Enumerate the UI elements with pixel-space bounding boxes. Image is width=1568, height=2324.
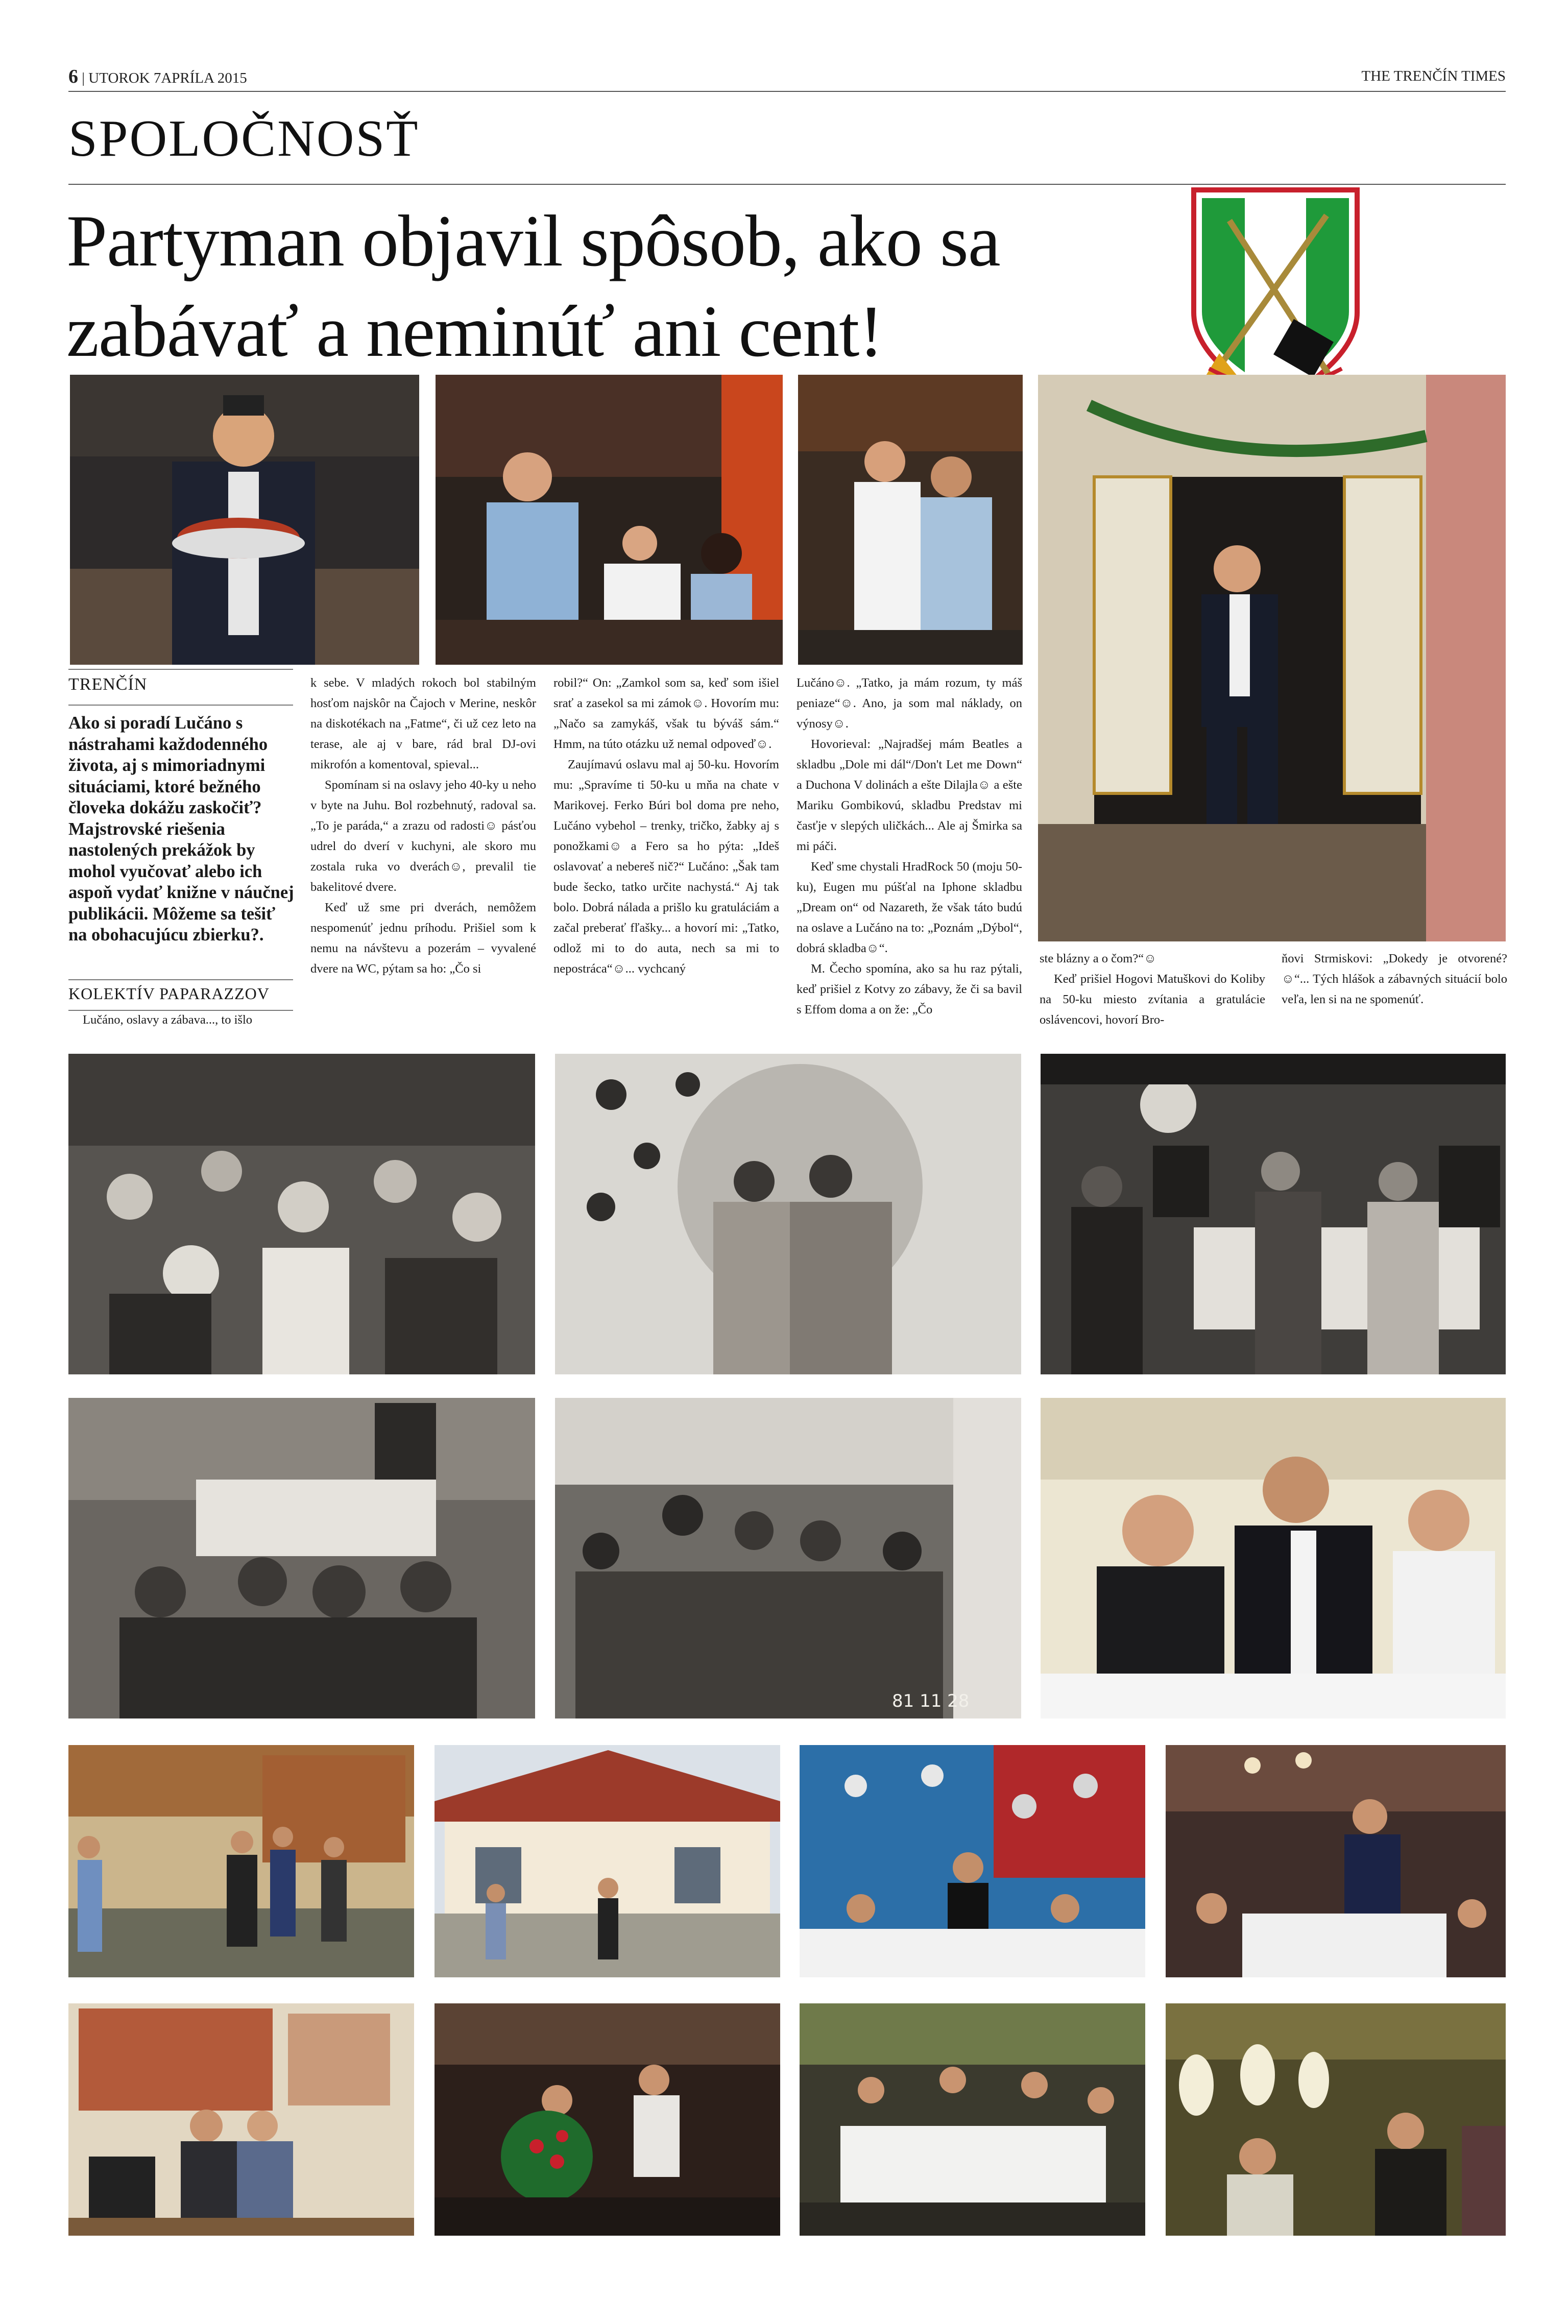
paper-name: THE TRENČÍN TIMES [1361,68,1506,84]
column-6 [1282,949,1507,1010]
photo-table-blue-wall [800,1745,1145,1977]
article-lead: Ako si poradí Lučáno s nástrahami každodenného života, aj s mimoriadnymi situáciami, ktoré bežného človeka dokážu zaskočiť? Majstrovské riešenia nastolených prekážok by mohol vyučovať alebo ich aspoň vydať knižne v náučnej publikácii. Môžeme sa tešiť na obohacujúcu zbierku?. [68,713,294,945]
paragraph: Keď prišiel Hogovi Matuškovi do Koliby na 50-ku miesto zvítania a gratulácie oslávencovi, hovorí Bro- [1040,972,1265,1027]
issue-date: | UTOROK 7APRÍLA 2015 [82,70,247,86]
place-rule-bottom [68,705,293,706]
byline: KOLEKTÍV PAPARAZZOV [68,984,270,1003]
photo-bw-group-seated [68,1398,535,1718]
paragraph: k sebe. V mladých rokoch bol stabilným hosťom najskôr na Čajoch v Merine, neskôr na diskotékach na „Fatme“, či už cez leto na terase, ale aj v bare, rád bral DJ-ovi mikrofón a komentoval, spieval... [310,676,536,771]
byline-rule [68,979,293,980]
paragraph: M. Čecho spomína, ako sa hu raz pýtali, keď prišiel z Kotvy zo zábavy, že či sa bavil s Effom doma a on že: „Čo [797,962,1022,1016]
photo-bw-dance-floor [68,1054,535,1374]
column-3 [553,673,779,979]
paragraph: Spomínam si na oslavy jeho 40-ky u neho v byte na Juhu. Bol rozbehnutý, radoval sa. „To je paráda,“ a zrazu od radosti☺ pásťou udrel do dverí v kuchyni, ale skoro mu zostala ruka vo dverách☺, prevalil tie bakelitové dvere. [310,778,536,894]
place-rule [68,669,293,670]
photo-bw-disco-crowd [555,1398,1021,1718]
photo-garden-party [435,1745,780,1977]
photo-flowers-toast [435,2003,780,2236]
paragraph: Zaujímavú oslavu mal aj 50-ku. Hovorím mu: „Spravíme ti 50-ku u mňa na chate v Marikovej. Ferko Búri bol doma pre neho, Lučáno vybehol – trenky, tričko, žabky aj s ponožkami☺ a Fero sa ho pýta: „Ideš oslavovať a nebereš nič?“ Lučáno: „Šak tam bude šecko, tatko určite nachystá.“ Aj tak bolo. Dobrá nálada a prišlo ku gratuláciám a začal preberať fľašky... a hovorí mi: „Tatko, odlož mi to do auta, nech sa mi to nepostráca“☺... vychcaný [553,758,779,976]
paragraph: robil?“ On: „Zamkol som sa, keď som išiel srať a zasekol sa mi zámok☺. Hovorím mu: „Načo sa zamykáš, však tu býváš sám.“ Hmm, na túto otázku už nemal odpoveď☺. [553,676,779,751]
photo-living-room-couple [68,2003,414,2236]
photo-bw-dancing-couple [1041,1054,1506,1374]
paragraph: Lučáno, oslavy a zábava..., to išlo [83,1013,253,1027]
photo-dinner-table [800,2003,1145,2236]
place-label: TRENČÍN [68,675,148,694]
column-5 [1040,949,1265,1030]
column-1 [68,1010,294,1030]
photo-band-playing [68,1745,414,1977]
section-title: SPOLOČNOSŤ [68,110,420,167]
page-number: 6 [68,66,78,87]
paragraph: ňovi Strmiskovi: „Dokedy je otvorené? ☺“... Tých hlášok a zábavných situácií bolo veľa, len si na ne spomenúť. [1282,952,1507,1006]
photo-man-with-sausages [70,375,419,665]
photo-men-singing [1166,2003,1506,2236]
column-4 [797,673,1022,1020]
paragraph: Keď už sme pri dverách, nemôžem nespomenúť jednu príhodu. Prišiel som k nemu na návštevu a pozerám – vyvalené dvere na WC, pýtam sa ho: „Čo si [310,901,536,976]
photo-bw-two-men-mirror-wall [555,1054,1021,1374]
photo-date-stamp: 81 11 28 [892,1691,970,1711]
column-2 [310,673,536,979]
photo-two-men [798,375,1023,665]
paragraph: Lučáno☺. „Tatko, ja mám rozum, ty máš peniaze“☺. Ano, ja som mal náklady, on výnosy☺. [797,676,1022,731]
photo-man-in-doorway [1038,375,1506,941]
paragraph: ste blázny a o čom?“☺ [1040,952,1157,965]
masthead-left [68,65,247,88]
header-rule [68,91,1506,92]
headline-line-1: Partyman objavil spôsob, ako sa [66,201,1000,282]
photo-three-men-at-table [1041,1398,1506,1718]
photo-party-crowd-1 [436,375,783,665]
paragraph: Keď sme chystali HradRock 50 (moju 50-ku), Eugen mu púšťal na Iphone skladbu „Dream on“ od Nazareth, že však táto budú na oslave a Lučáno na to: „Poznám „Dýbol“, dobrá skladba☺“. [797,860,1022,955]
headline-line-2: zabávať a neminúť ani cent! [66,291,883,372]
paragraph: Hovorieval: „Najradšej mám Beatles a skladbu „Dole mi dál“/Don't Let me Down“ a Duchona V dolinách a ešte Dilajla☺ a ešte Mariku Gombikovú, skladbu Predstav mi časťje v slepých uličkách... Ale aj Šmirka sa mi páči. [797,737,1022,853]
photo-man-navy-sweater [1166,1745,1506,1977]
